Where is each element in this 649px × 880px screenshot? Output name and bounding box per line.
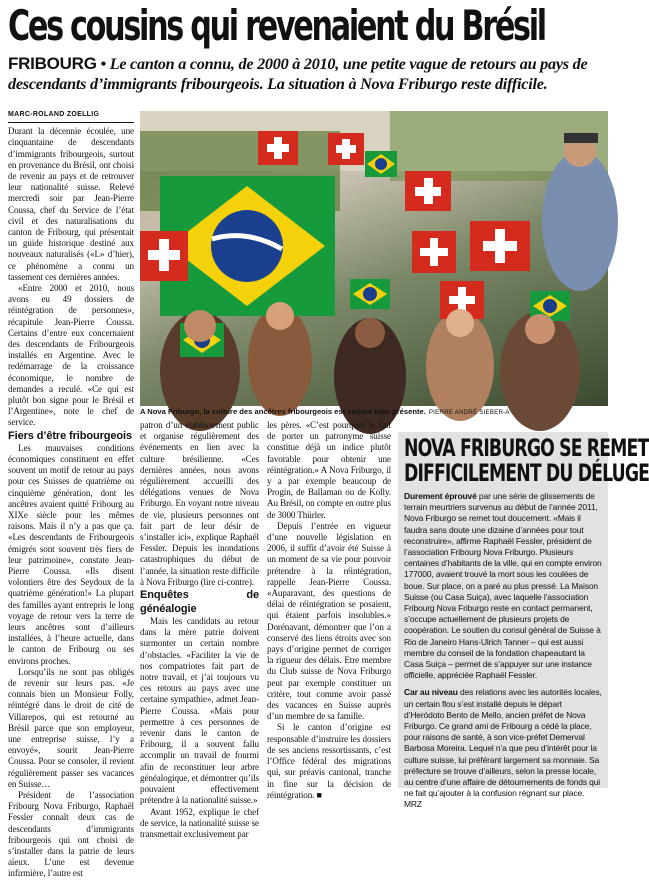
col1-paragraph-3: Les mauvaises conditions économiques constituent en effet souvent un motif de retour au pays pour ces Suisses de quatrième ou cinquième génération, dont les ancêtres avaient quitté Fribourg au XIXe siècle pour les mêmes raisons. Mais il n’y a pas que ça. «Les descendants de Fribourgeois émigrés sont souvent très fiers de leur patrimoine», constate Jean-Pierre Coussa. «Ils disent volontiers être des Seydoux de la quatrième génération!» La plupart des familles ayant entrepris le long voyage de retour vers la terre de leurs ancêtres sont d’ailleurs installées, à l’heure actuelle, dans le canton de Fribourg ou ses environs proches. <box>8 442 134 666</box>
col2-paragraph-1: patron d’un établissement public et organise régulièrement des événements en lien avec la culture brésilienne. «Ces dernières années, nous avons régulièrement accueilli des délégations venues de Nova Friburgo. En voyant notre niveau de vie, plusieurs personnes ont fait part de leur désir de s’installer ici», explique Raphaël Fessler. Depuis les inondations catastrophiques du début de l’année, la situation reste difficile à Nova Friburgo (lire ci-contre). <box>140 420 259 587</box>
sidebar-paragraph-2 <box>404 687 604 810</box>
photo-credit: PIERRE ANDRÉ SIEBER-A <box>428 409 510 416</box>
article-column-1 <box>8 109 134 880</box>
swiss-flag <box>258 131 298 165</box>
swiss-flag <box>328 133 364 165</box>
col3-paragraph-3 <box>267 722 391 800</box>
sidebar-lead-1: Durement éprouvé <box>404 491 477 501</box>
deck-bullet: • <box>100 55 106 73</box>
sidebar-paragraph-2-text: des relations avec les autorités locales, un certain flou s’est installé depuis le départ d’Heródoto Bento de Mello, ancien préfet de Nova Friburgo. Ce grand ami de Fribourg a cédé la place, pour raisons de santé, à son vice-préfet Demerval Barbosa Moreira. Lequel n’a que peu d’intérêt pour la culture suisse, lui préférant largement sa monnaie. Sa préfecture se trouve d’ailleurs, selon la presse locale, au centre d’une affaire de détournements de fonds qui ne fait qu’ajouter à la confusion régnant sur place. <box>404 687 602 799</box>
end-mark: ■ <box>316 789 322 800</box>
swiss-flag <box>140 231 188 281</box>
col3-paragraph-3-text: Si le canton d’origine est responsable d’instruire les dossiers de ses anciens ressortissants, c’est l’Office fédéral des migrations qui, sur préavis cantonal, tranche in fine sur la décision de réintégration. <box>267 722 391 800</box>
swiss-flag <box>412 231 456 273</box>
col2-paragraph-3: Avant 1952, explique le chef de service, la nationalité suisse se transmettait exclusivement par <box>140 806 259 839</box>
brazil-flag <box>350 279 390 309</box>
subhead-enquetes: Enquêtes de généalogie <box>140 589 259 616</box>
sidebar-title <box>404 434 649 487</box>
col1-paragraph-2: «Entre 2000 et 2010, nous avons eu 49 dossiers de réintégration de personnes», récapitule Jean-Pierre Coussa. Certains d’entre eux concernaient des descendants de Fribourgeois installés en Argentine. Avec le redémarrage de la croissance économique, le nombre de demandes a reculé. «Ce qui est plutôt bon signe pour le Brésil et l’Argentine», note le chef de service. <box>8 283 134 428</box>
deck-text: Le canton a connu, de 2000 à 2010, une petite vague de retours au pays de descendants d’immigrants fribourgeois. La situation à Nova Friburgo reste difficile. <box>8 55 588 93</box>
article-photo <box>140 111 608 406</box>
col1-paragraph-1: Durant la décennie écoulée, une cinquantaine de descendants d’immigrants fribourgeois, surtout en provenance du Brésil, ont choisi de revenir au pays et de retrouver leur nationalité suisse. Relevé mercredi soir par Jean-Pierre Coussa, chef du Service de l’état civil et des naturalisations du canton de Fribourg, qui présentait un guide historique destiné aux nouveaux naturalisés («L» d’hier), ce phénomène a connu un tassement ces dernières années. <box>8 126 134 282</box>
subhead-fiers: Fiers d’être fribourgeois <box>8 429 133 442</box>
col1-paragraph-4: Lorsqu’ils ne sont pas obligés de revenir sur leurs pas. «Je connais bien un Monsieur Folly, réintégré dans le droit de cité de Villarepos, qui est retourné au Brésil parce que son employeur, une entreprise suisse, l’y a envoyé», sourit Jean-Pierre Coussa. Pour se consoler, il revient régulièrement passer ses vacances en Suisse… <box>8 666 134 789</box>
deck <box>8 54 606 94</box>
sidebar-title-line-1: NOVA FRIBURGO SE REMET <box>404 434 649 462</box>
sidebar-text <box>404 491 604 817</box>
sidebar-signature: MRZ <box>404 799 422 810</box>
col3-paragraph-1: les pères. «C’est pourquoi le fait de porter un patronyme suisse constitue déjà un indice plutôt favorable pour obtenir une réintégration.» A Nova Friburgo, il y a par exemple beaucoup de Progin, de Ballaman ou de Kolly. Au Brésil, on compte en outre plus de 3000 Thürler. <box>267 420 391 520</box>
photo-caption <box>140 407 608 418</box>
sidebar-title-line-2: DIFFICILEMENT DU DÉLUGE <box>404 459 649 487</box>
swiss-flag <box>470 221 530 271</box>
caption-text: A Nova Friburgo, la culture des ancêtres fribourgeois est encore bien présente. <box>140 407 426 416</box>
swiss-flag <box>405 171 451 211</box>
headline: Ces cousins qui revenaient du Brésil <box>8 1 545 50</box>
col3-paragraph-2: Depuis l’entrée en vigueur d’une nouvelle législation en 2006, il suffit d’avoir été Suisse à un moment de sa vie pour pouvoir prétendre à la réintégration, rappelle Jean-Pierre Coussa. «Auparavant, des questions de délai de réintégration se posaient, qui étaient parfois insolubles.» Dorénavant, démontrer que l’on a conservé des liens étroits avec son pays d’origine permet de corriger la rigueur des délais. Etre membre du Club suisse de Nova Friburgo peut par exemple constituer un critère, tout comme avoir passé des vacances en Suisse auprès d’un membre de sa famille. <box>267 520 391 722</box>
sidebar-lead-2: Car au niveau <box>404 687 458 698</box>
deck-place: FRIBOURG <box>8 54 97 73</box>
article-column-3 <box>267 420 391 801</box>
brazil-flag <box>365 151 397 177</box>
col2-paragraph-2: Mais les candidats au retour dans la mère patrie doivent surmonter un certain nombre d’obstacles. «Faciliter la vie de nos compatriotes fait part de notre travail, et j’ai toujours vu ces retours au pays avec une certaine sympathie», admet Jean-Pierre Coussa. «Mais pour permettre à ces personnes de revenir dans le canton de Fribourg, il a souvent fallu accomplir un travail de fourmi afin de reconstituer leur arbre généalogique, et démontrer qu’ils pouvaient effectivement prétendre à la nationalité suisse.» <box>140 616 259 806</box>
byline: MARC-ROLAND ZOELLIG <box>8 109 134 123</box>
col1-paragraph-5: Président de l’association Fribourg Nova Friburgo, Raphaël Fessler connaît deux cas de descendants d’immigrants fribourgeois qui ont choisi de s’installer dans la patrie de leurs aïeux. L’une est devenue infirmière, l’autre est <box>8 789 134 879</box>
sidebar-paragraph-1-text: par une série de glissements de terrain meurtriers survenus au début de l’année 2011, Nova Friburgo se remet tout doucement. «Mais il faudra sans doute une dizaine d’années pour tout reconstruire», affirme Raphaël Fessler, président de l’association Fribourg Nova Friburgo. Plusieurs centaines d’habitants de la ville, qui en compte environ 177000, avaient trouvé la mort sous les coulées de boue. Sur place, on a paré au plus pressé. La Maison Suisse (ou Casa Suiça), avec laquelle l’association Fribourg Nova Friburgo reste en contact permanent, s’occupe actuellement de plusieurs projets de coopération. Le soutien du consul général de Suisse à Rio de Janeiro Hans-Ulrich Tanner – qui est aussi membre du conseil de la fondation chapeautant la Casa Suiça – permet de s’appuyer sur une instance officielle, appréciée Raphaël Fessler. <box>404 491 602 681</box>
sidebar-box <box>398 432 649 810</box>
crowd-with-flags-illustration <box>140 111 608 406</box>
sidebar-paragraph-1 <box>404 491 604 681</box>
article-column-2 <box>140 420 259 840</box>
